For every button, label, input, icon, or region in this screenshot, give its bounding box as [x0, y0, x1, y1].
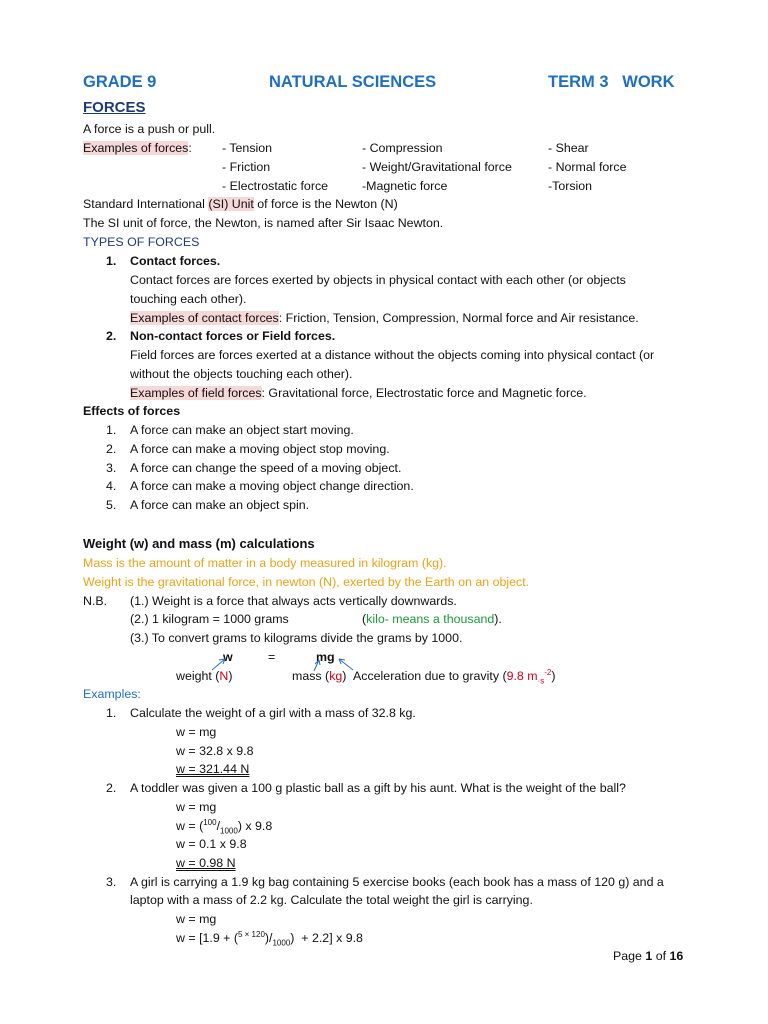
force-example: - Normal force: [548, 160, 627, 174]
forces-title: FORCES: [83, 99, 146, 116]
example-step: $w = [1.9 + (^{5 \times 120})/_{1000}) + 2.2$] x 9.8: [176, 929, 363, 948]
effects-num: 3.: [106, 461, 117, 475]
contact-title: Contact forces.: [130, 254, 221, 268]
effects-num: 1.: [106, 423, 117, 437]
force-example: - Tension: [222, 141, 273, 155]
force-example: - Shear: [548, 141, 589, 155]
example-question: Calculate the weight of a girl with a mass of 32.8 kg.: [130, 706, 416, 720]
weight-mass-heading: Weight (w) and mass (m) calculations: [83, 536, 315, 551]
example-step: w = mg: [176, 912, 217, 926]
example-question: A toddler was given a 100 g plastic ball as a gift by his aunt. What is the weight of the ball?: [130, 781, 626, 795]
example-answer: w = 321.44 N: [176, 762, 250, 776]
force-example: - Electrostatic force: [222, 179, 329, 193]
effects-num: 4.: [106, 479, 117, 493]
force-example: - Weight/Gravitational force: [362, 160, 512, 174]
nb-item-2: (2.) 1 kilogram = 1000 grams: [130, 612, 289, 626]
example-num: 1.: [106, 706, 117, 720]
page-number: Page 1 of 16: [613, 949, 684, 963]
example-step: w = 32.8 x 9.8: [176, 744, 254, 758]
header-term: TERM 3 WORK: [548, 73, 675, 91]
header-subject: NATURAL SCIENCES: [269, 73, 437, 91]
forces-definition: A force is a push or pull.: [83, 122, 216, 136]
effects-item: A force can make an object spin.: [130, 498, 310, 512]
noncontact-desc-2: without the objects touching each other).: [130, 367, 353, 381]
example-step: w = 0.1 x 9.8: [176, 837, 247, 851]
si-unit-line: Standard International (SI) Unit of force is the Newton (N): [83, 197, 398, 211]
effects-item: A force can make a moving object change direction.: [130, 479, 414, 493]
formula-weight-label: weight (N): [176, 669, 233, 683]
example-answer: w = 0.98 N: [176, 856, 236, 870]
si-named-line: The SI unit of force, the Newton, is named after Sir Isaac Newton.: [83, 216, 444, 230]
effects-heading: Effects of forces: [83, 404, 181, 418]
noncontact-desc-1: Field forces are forces exerted at a distance without the objects coming into physical contact (or: [130, 348, 655, 362]
nb-label: N.B.: [83, 594, 108, 608]
contact-num: 1.: [106, 254, 117, 268]
formula-gravity-label: Acceleration due to gravity (9.8 $m_{\cdot s}^{-2}$): [353, 667, 556, 686]
force-example: - Friction: [222, 160, 271, 174]
force-example: - Compression: [362, 141, 443, 155]
effects-item: A force can make an object start moving.: [130, 423, 354, 437]
header-grade: GRADE 9: [83, 73, 157, 91]
contact-desc-1: Contact forces are forces exerted by objects in physical contact with each other (or objects: [130, 273, 626, 287]
noncontact-num: 2.: [106, 329, 117, 343]
types-heading: TYPES OF FORCES: [83, 235, 200, 249]
example-step: $w = (^{100}/_{1000})$ x 9.8: [176, 817, 273, 836]
contact-desc-2: touching each other).: [130, 292, 247, 306]
example-step: w = mg: [176, 725, 217, 739]
example-num: 3.: [106, 875, 117, 889]
example-question-cont: laptop with a mass of 2.2 kg. Calculate the total weight the girl is carrying.: [130, 893, 533, 907]
effects-item: A force can make a moving object stop moving.: [130, 442, 390, 456]
examples-of-forces-label: Examples of forces:: [83, 141, 192, 155]
effects-num: 5.: [106, 498, 117, 512]
effects-num: 2.: [106, 442, 117, 456]
example-step: w = mg: [176, 800, 217, 814]
effects-item: A force can change the speed of a moving object.: [130, 461, 402, 475]
formula-mg: mg: [316, 650, 335, 664]
force-example: -Magnetic force: [362, 179, 448, 193]
force-example: -Torsion: [548, 179, 593, 193]
example-question: A girl is carrying a 1.9 kg bag containing 5 exercise books (each book has a mass of 120 g) and a: [130, 875, 664, 889]
nb-item-1: (1.) Weight is a force that always acts vertically downwards.: [130, 594, 457, 608]
noncontact-examples: Examples of field forces: Gravitational force, Electrostatic force and Magnetic force.: [130, 386, 587, 400]
formula-equals: =: [268, 650, 276, 664]
example-num: 2.: [106, 781, 117, 795]
mass-definition: Mass is the amount of matter in a body measured in kilogram (kg).: [83, 556, 447, 570]
formula-w: w: [223, 650, 233, 664]
weight-definition: Weight is the gravitational force, in newton (N), exerted by the Earth on an object.: [83, 575, 530, 589]
formula-mass-label: mass (kg): [292, 669, 347, 683]
contact-examples: Examples of contact forces: Friction, Tension, Compression, Normal force and Air resistance.: [130, 311, 639, 325]
kilo-note: (kilo- means a thousand).: [362, 612, 502, 626]
nb-item-3: (3.) To convert grams to kilograms divide the grams by 1000.: [130, 631, 463, 645]
examples-heading: Examples:: [83, 687, 141, 701]
noncontact-title: Non-contact forces or Field forces.: [130, 329, 336, 343]
